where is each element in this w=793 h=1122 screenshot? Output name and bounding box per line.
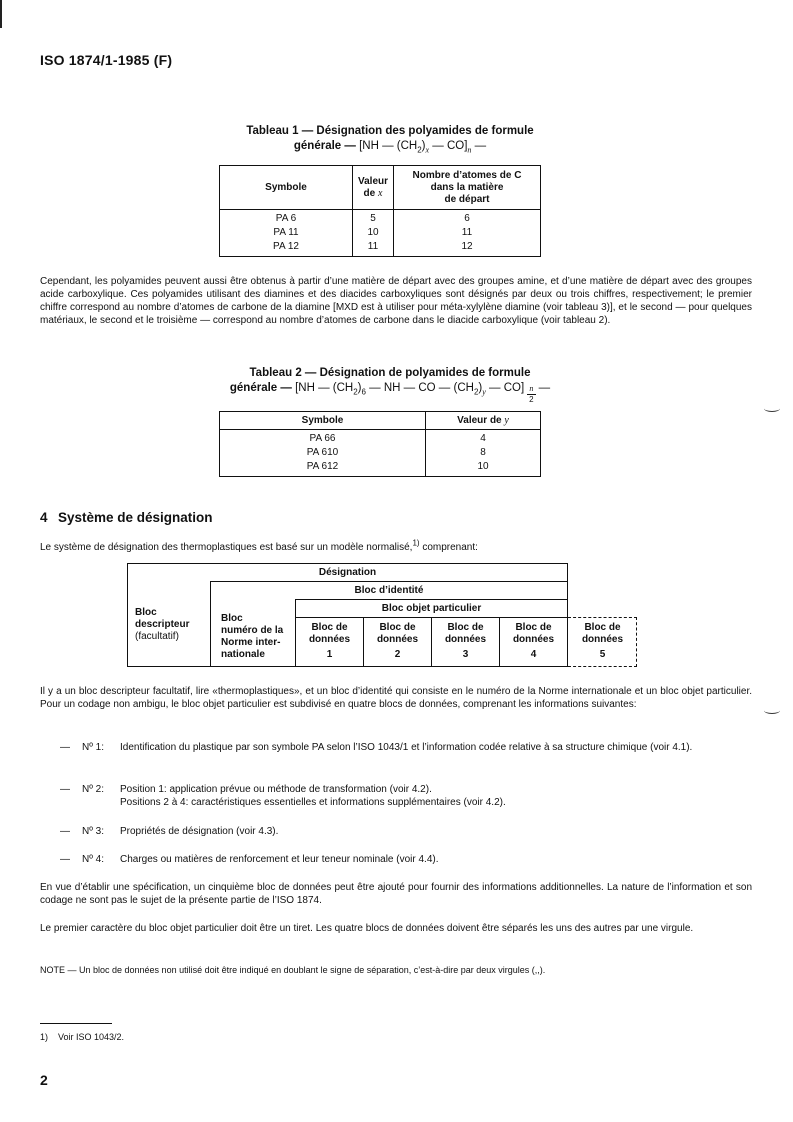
- footnote: 1) Voir ISO 1043/2.: [40, 1032, 125, 1042]
- margin-mark: [0, 0, 2, 28]
- table1: [219, 165, 541, 257]
- table-row: PA 6 5 6: [220, 210, 541, 227]
- table2-caption-line1: Tableau 2 — Désignation de polyamides de formule: [249, 367, 531, 379]
- list-item: — Nº 1: Identification du plastique par son symbole PA selon l’ISO 1043/1 et l’information codée relative à sa structure chimique (voir 4.1).: [60, 742, 693, 753]
- table-row: PA 612 10: [220, 460, 541, 477]
- margin-tick: [764, 405, 780, 412]
- table-row: PA 12 11 12: [220, 240, 541, 257]
- table-row: PA 66 4: [220, 430, 541, 447]
- table1-header-symbole: Symbole: [220, 166, 353, 210]
- table1-formula: générale — [NH — $(CH_2)_x$ — $CO]_n$ —: [293, 140, 487, 155]
- designation-diagram: Désignation Bloc d’identité Bloc objet particulier Bloc descripteur (facultatif) Bloc numéro de la Norme inter- nationale Bloc de données 1 Bloc de données 2 Bloc de données 3 Bloc de données 4 Bloc de données 5: [127, 563, 641, 667]
- table2: [219, 411, 541, 477]
- section-intro: Le système de désignation des thermoplastiques est basé sur un modèle normalisé,$^{1)}$ comprenant:: [40, 538, 478, 553]
- note: NOTE — Un bloc de données non utilisé doit être indiqué en doublant le signe de séparation, c’est-à-dire par deux virgules (,,).: [40, 965, 546, 975]
- table2-caption: [200, 366, 580, 405]
- bloc-objet-label: Bloc objet particulier: [381, 603, 482, 614]
- table1-caption-line1: Tableau 1 — Désignation des polyamides de formule: [246, 125, 534, 137]
- table2-header-valeur: Valeur de y: [426, 412, 541, 430]
- document-id: ISO 1874/1-1985 (F): [40, 52, 173, 68]
- bloc-descripteur: Bloc descripteur (facultatif): [135, 607, 190, 642]
- paragraph-premier-caractere: Le premier caractère du bloc objet particulier doit être un tiret. Les quatre blocs de données doivent être séparés les uns des autres par une virgule.: [40, 923, 694, 934]
- page-number: 2: [40, 1072, 48, 1088]
- designation-label: Désignation: [318, 567, 377, 578]
- table1-header-valeur: Valeur de x: [353, 166, 394, 210]
- section-heading: 4 Système de désignation: [40, 510, 213, 525]
- list-item: — Nº 4: Charges ou matières de renforcement et leur teneur nominale (voir 4.4).: [60, 854, 439, 865]
- footnote-ref: 1): [412, 538, 420, 548]
- bloc-numero-norme: Bloc numéro de la Norme inter- nationale: [221, 613, 284, 660]
- list-item: — Nº 2: Position 1: application prévue ou méthode de transformation (voir 4.2). Positions 2 à 4: caractéristiques essentielles et informations supplémentaires (voir 4.2).: [60, 784, 506, 808]
- table-row: PA 11 10 11: [220, 226, 541, 240]
- list-item: — Nº 3: Propriétés de désignation (voir 4.3).: [60, 826, 279, 837]
- table2-header-symbole: Symbole: [220, 412, 426, 430]
- table-row: PA 610 8: [220, 446, 541, 460]
- table1-header-atomes: Nombre d’atomes de C dans la matière de départ: [394, 166, 541, 210]
- table1-caption: [200, 124, 580, 154]
- margin-tick: [764, 707, 780, 714]
- paragraph-blocs: Il y a un bloc descripteur facultatif, lire «thermoplastiques», et un bloc d’identité qui consiste en le numéro de la Norme internationale et un bloc objet particulier. Pour un codage non ambigu, le bloc objet particulier est subdivisé en quatre blocs de données, comprenant les informations suivantes:: [40, 686, 752, 710]
- table2-formula: générale — [NH — $(CH_2)_6$ — NH — CO — $(CH_2)_y$ — CO] $\frac{n}{2}$ —: [229, 382, 551, 404]
- footnote-rule: [40, 1023, 112, 1024]
- paragraph-cinquieme-bloc: En vue d’établir une spécification, un cinquième bloc de données peut être ajouté pour fournir des informations additionnelles. La nature de l’information et son codage ne sont pas le sujet de la présente partie de l’ISO 1874.: [40, 882, 752, 906]
- bloc-identite-label: Bloc d’identité: [354, 585, 424, 596]
- paragraph-polyamides: Cependant, les polyamides peuvent aussi être obtenus à partir d’une matière de départ avec des groupes amine, et d’une matière de départ avec des groupes acide carboxylique. Ces polyamides utilisant des diamines et des diacides carboxyliques sont désignés par deux ou trois chiffres, respectivement; le premier chiffre correspond au nombre d’atomes de carbone de la diamine [MXD est à utiliser pour méta-xylylène diamine (voir tableau 3)], et le second — pour quelques matériaux, le second et le troisième — correspond au nombre d’atomes de carbone dans le diacide carboxylique (voir tableau 2).: [40, 276, 752, 326]
- fraction-n-over-2: $\frac{n}{2}$: [529, 384, 534, 404]
